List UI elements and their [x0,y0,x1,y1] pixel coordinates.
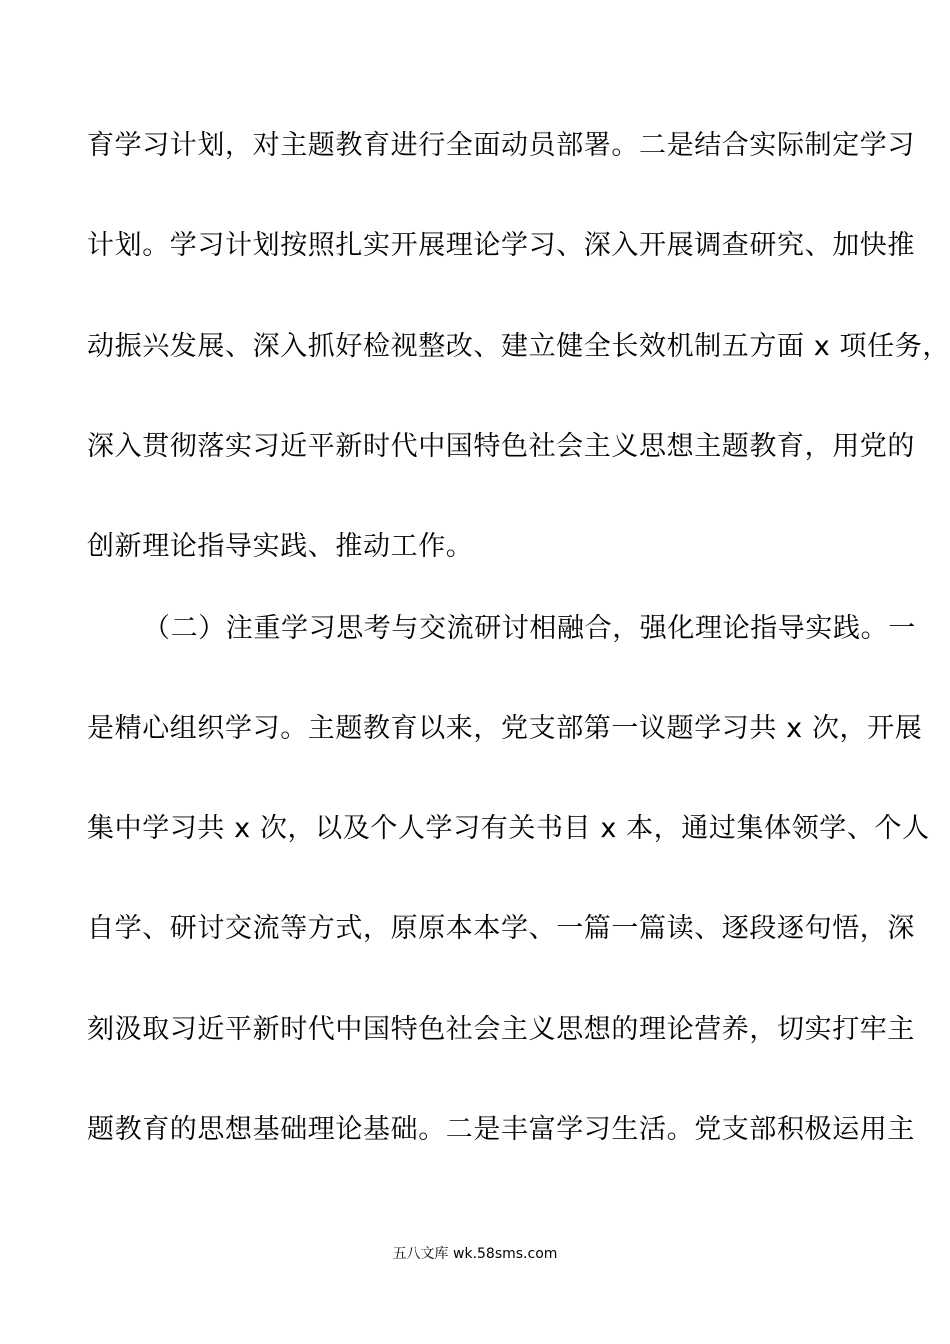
paragraph-line: 深入贯彻落实习近平新时代中国特色社会主义思想主题教育，用党的 [87,431,915,462]
paragraph-line: 育学习计划，对主题教育进行全面动员部署。二是结合实际制定学习 [87,130,915,161]
paragraph-line: 题教育的思想基础理论基础。二是丰富学习生活。党支部积极运用主 [87,1114,915,1145]
paragraph-line: 计划。学习计划按照扎实开展理论学习、深入开展调查研究、加快推 [87,230,915,261]
paragraph-line: 动振兴发展、深入抓好检视整改、建立健全长效机制五方面 x 项任务， [87,331,950,362]
footer-watermark: 五八文库 wk.58sms.com [392,1246,558,1262]
paragraph-line: 是精心组织学习。主题教育以来，党支部第一议题学习共 x 次，开展 [87,713,923,744]
section-heading-line: （二）注重学习思考与交流研讨相融合，强化理论指导实践。一 [143,613,916,644]
paragraph-line: 集中学习共 x 次，以及个人学习有关书目 x 本，通过集体领学、个人 [87,813,930,844]
paragraph-line: 创新理论指导实践、推动工作。 [87,531,474,562]
paragraph-line: 自学、研讨交流等方式，原原本本学、一篇一篇读、逐段逐句悟，深 [87,913,915,944]
paragraph-line: 刻汲取习近平新时代中国特色社会主义思想的理论营养，切实打牢主 [87,1014,915,1045]
